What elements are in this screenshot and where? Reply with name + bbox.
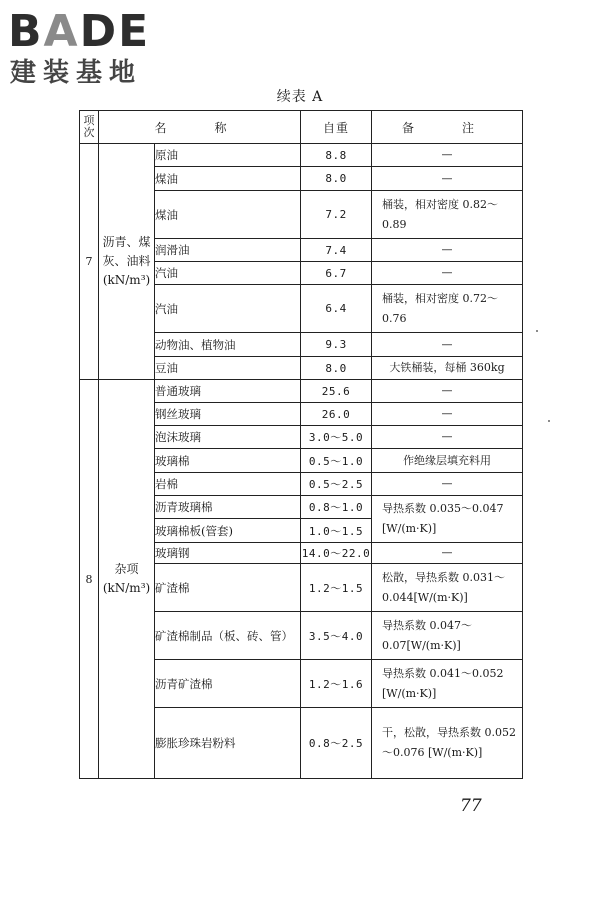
- material-note: —: [372, 144, 523, 167]
- material-note: —: [372, 403, 523, 426]
- material-name: 矿渣棉制品（板、砖、管）: [155, 612, 301, 660]
- header-note: 备 注: [372, 111, 523, 144]
- material-name: 矿渣棉: [155, 564, 301, 612]
- material-name: 汽油: [155, 285, 301, 333]
- material-weight: 8.0: [301, 357, 372, 380]
- material-weight: 0.5～2.5: [301, 473, 372, 496]
- header-name: 名 称: [99, 111, 301, 144]
- material-name: 润滑油: [155, 239, 301, 262]
- material-note: —: [372, 426, 523, 449]
- material-note: 作绝缘层填充料用: [372, 449, 523, 473]
- material-weight: 3.5～4.0: [301, 612, 372, 660]
- material-note: 大铁桶装，每桶 360kg: [372, 357, 523, 380]
- header-proj: 项次: [80, 111, 99, 144]
- logo-subtitle: 建装基地: [10, 58, 143, 88]
- material-note: —: [372, 239, 523, 262]
- brand-logo: [8, 8, 178, 90]
- material-name: 煤油: [155, 191, 301, 239]
- material-weight: 26.0: [301, 403, 372, 426]
- table-row: [80, 380, 523, 403]
- material-weight: 0.8～1.0: [301, 496, 372, 519]
- material-note: 桶装，相对密度 0.72～0.76: [372, 285, 523, 333]
- material-name: 汽油: [155, 262, 301, 285]
- material-weight: 7.2: [301, 191, 372, 239]
- material-note: 干，松散，导热系数 0.052～0.076 [W/(m·K)]: [372, 708, 523, 779]
- group-number: 8: [80, 380, 99, 779]
- material-name: 沥青玻璃棉: [155, 496, 301, 519]
- material-weight: 1.0～1.5: [301, 519, 372, 543]
- material-weight: 25.6: [301, 380, 372, 403]
- material-note: 松散，导热系数 0.031～0.044[W/(m·K)]: [372, 564, 523, 612]
- material-note: 桶装，相对密度 0.82～0.89: [372, 191, 523, 239]
- material-note: —: [372, 473, 523, 496]
- material-name: 玻璃棉: [155, 449, 301, 473]
- material-name: 膨胀珍珠岩粉料: [155, 708, 301, 779]
- material-name: 普通玻璃: [155, 380, 301, 403]
- material-weight: 7.4: [301, 239, 372, 262]
- scan-speck: [548, 420, 550, 422]
- material-weight: 0.8～2.5: [301, 708, 372, 779]
- material-note: —: [372, 167, 523, 191]
- table-header-row: [80, 111, 523, 144]
- material-weight: 3.0～5.0: [301, 426, 372, 449]
- material-name: 沥青矿渣棉: [155, 660, 301, 708]
- material-name: 泡沫玻璃: [155, 426, 301, 449]
- material-weight: 8.8: [301, 144, 372, 167]
- material-note: —: [372, 262, 523, 285]
- material-weight: 1.2～1.5: [301, 564, 372, 612]
- logo-wordmark: BADE: [8, 6, 151, 57]
- material-name: 原油: [155, 144, 301, 167]
- material-weight: 1.2～1.6: [301, 660, 372, 708]
- material-note: 导热系数 0.035～0.047 [W/(m·K)]: [372, 496, 523, 543]
- material-note: 导热系数 0.047～0.07[W/(m·K)]: [372, 612, 523, 660]
- material-weight: 8.0: [301, 167, 372, 191]
- group-number: 7: [80, 144, 99, 380]
- group-label: 杂项 (kN/m³): [99, 380, 155, 779]
- group-label: 沥青、煤灰、油料 (kN/m³): [99, 144, 155, 380]
- material-note: —: [372, 380, 523, 403]
- material-weight: 6.7: [301, 262, 372, 285]
- material-weight: 14.0～22.0: [301, 543, 372, 564]
- table-row: [80, 144, 523, 167]
- material-note: —: [372, 333, 523, 357]
- material-name: 岩棉: [155, 473, 301, 496]
- material-weight: 9.3: [301, 333, 372, 357]
- material-name: 动物油、植物油: [155, 333, 301, 357]
- table-title: 续表 A: [276, 89, 324, 105]
- material-name: 玻璃棉板(管套): [155, 519, 301, 543]
- material-name: 钢丝玻璃: [155, 403, 301, 426]
- material-weight-table: [79, 110, 523, 779]
- scan-speck: [536, 330, 538, 332]
- material-weight: 6.4: [301, 285, 372, 333]
- page-number: 77: [460, 796, 482, 816]
- material-name: 玻璃钢: [155, 543, 301, 564]
- material-weight: 0.5～1.0: [301, 449, 372, 473]
- material-name: 煤油: [155, 167, 301, 191]
- material-name: 豆油: [155, 357, 301, 380]
- header-weight: 自重: [301, 111, 372, 144]
- material-note: 导热系数 0.041～0.052 [W/(m·K)]: [372, 660, 523, 708]
- material-note: —: [372, 543, 523, 564]
